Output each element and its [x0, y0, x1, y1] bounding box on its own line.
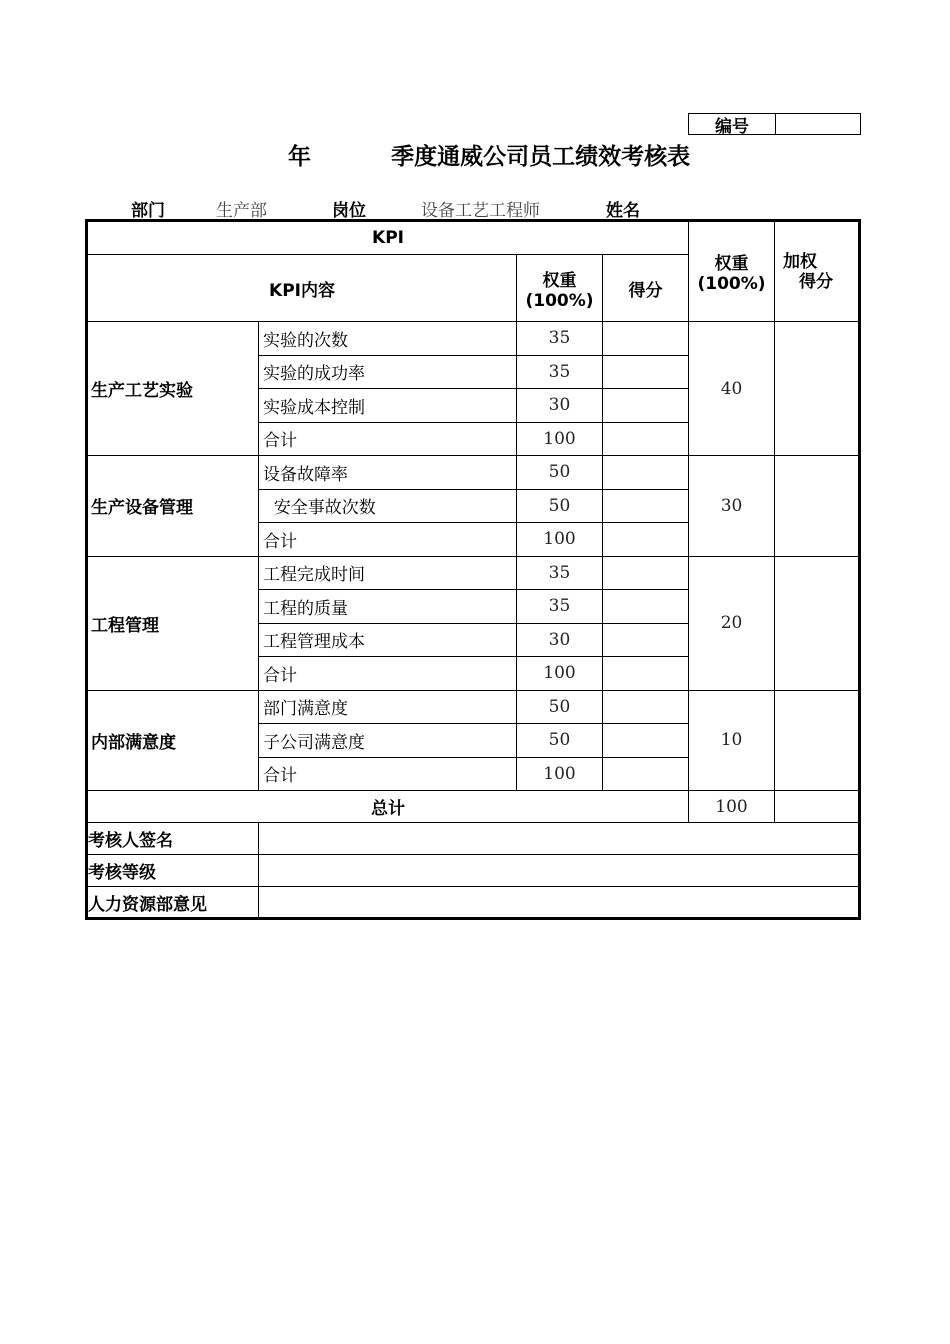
- review-grade-row: [87, 855, 860, 887]
- kpi-item-weight: 35: [517, 322, 603, 356]
- weight-pct-header: [517, 255, 603, 322]
- kpi-item-weight: 50: [517, 724, 603, 758]
- hr-opinion-row: [87, 887, 860, 919]
- kpi-item-name: 子公司满意度: [259, 724, 517, 758]
- weight-header-line1: 权重: [714, 254, 749, 274]
- kpi-item-name: 实验的成功率: [259, 355, 517, 389]
- kpi-item-weight: 100: [517, 523, 603, 557]
- kpi-item-score-cell[interactable]: [603, 690, 689, 724]
- kpi-item-name: 设备故障率: [259, 456, 517, 490]
- post-label: 岗位: [332, 201, 366, 221]
- kpi-item-weight: 30: [517, 623, 603, 657]
- weight-header-line2: (100%): [697, 274, 766, 294]
- kpi-item-weight: 50: [517, 456, 603, 490]
- kpi-item-name: 实验成本控制: [259, 389, 517, 423]
- review-grade-label: 考核等级: [87, 855, 259, 887]
- kpi-row: [87, 456, 860, 490]
- dept-label: 部门: [131, 201, 165, 221]
- kpi-item-name: 合计: [259, 657, 517, 691]
- kpi-content-header: KPI内容: [87, 255, 517, 322]
- kpi-row: [87, 322, 860, 356]
- reviewer-signature-label: 考核人签名: [87, 823, 259, 855]
- post-value: 设备工艺工程师: [421, 201, 540, 221]
- kpi-table: [85, 219, 861, 920]
- kpi-item-score-cell[interactable]: [603, 456, 689, 490]
- total-label: 总计: [87, 791, 689, 823]
- kpi-item-name: 合计: [259, 422, 517, 456]
- weight-pct-line1: 权重: [542, 270, 577, 291]
- section-weighted-score-cell[interactable]: [775, 322, 860, 456]
- kpi-item-score-cell[interactable]: [603, 489, 689, 523]
- kpi-item-weight: 35: [517, 355, 603, 389]
- kpi-item-score-cell[interactable]: [603, 590, 689, 624]
- kpi-category: 内部满意度: [87, 690, 259, 791]
- kpi-category: 生产设备管理: [87, 456, 259, 557]
- kpi-category: 工程管理: [87, 556, 259, 690]
- kpi-item-name: 合计: [259, 523, 517, 557]
- kpi-item-weight: 50: [517, 690, 603, 724]
- weighted-header-line1: 加权: [783, 251, 818, 272]
- section-weighted-score-cell[interactable]: [775, 690, 860, 791]
- kpi-item-name: 工程管理成本: [259, 623, 517, 657]
- weighted-score-header: [775, 221, 860, 322]
- section-weight: 30: [689, 456, 775, 557]
- weight-pct-line2: (100%): [525, 290, 594, 311]
- reviewer-signature-row: [87, 823, 860, 855]
- page-title: 年 季度通威公司员工绩效考核表: [288, 144, 691, 170]
- kpi-row: [87, 556, 860, 590]
- kpi-header: KPI: [87, 221, 689, 255]
- kpi-item-score-cell[interactable]: [603, 523, 689, 557]
- kpi-item-score-cell[interactable]: [603, 757, 689, 791]
- kpi-item-score-cell[interactable]: [603, 422, 689, 456]
- kpi-item-score-cell[interactable]: [603, 724, 689, 758]
- kpi-item-weight: 35: [517, 590, 603, 624]
- kpi-item-name: 工程的质量: [259, 590, 517, 624]
- kpi-item-score-cell[interactable]: [603, 556, 689, 590]
- kpi-item-score-cell[interactable]: [603, 657, 689, 691]
- reviewer-signature-field[interactable]: [259, 823, 860, 855]
- score-header: 得分: [603, 255, 689, 322]
- kpi-item-weight: 100: [517, 657, 603, 691]
- total-weight: 100: [689, 791, 775, 823]
- kpi-item-name: 安全事故次数: [259, 489, 517, 523]
- kpi-item-score-cell[interactable]: [603, 623, 689, 657]
- dept-value: 生产部: [216, 201, 267, 221]
- code-box: [688, 113, 861, 135]
- total-weighted-score-cell[interactable]: [775, 791, 860, 823]
- code-input[interactable]: [776, 114, 860, 134]
- hr-opinion-label: 人力资源部意见: [87, 887, 259, 919]
- weighted-header-line2: 得分: [799, 271, 834, 292]
- section-weighted-score-cell[interactable]: [775, 556, 860, 690]
- kpi-item-weight: 30: [517, 389, 603, 423]
- section-weighted-score-cell[interactable]: [775, 456, 860, 557]
- kpi-item-name: 部门满意度: [259, 690, 517, 724]
- kpi-item-name: 实验的次数: [259, 322, 517, 356]
- code-label: 编号: [689, 114, 776, 134]
- kpi-item-name: 合计: [259, 757, 517, 791]
- hr-opinion-field[interactable]: [259, 887, 860, 919]
- name-label: 姓名: [606, 201, 640, 221]
- weight-header: [689, 221, 775, 322]
- total-row: [87, 791, 860, 823]
- kpi-item-score-cell[interactable]: [603, 355, 689, 389]
- kpi-item-weight: 100: [517, 422, 603, 456]
- section-weight: 20: [689, 556, 775, 690]
- kpi-item-weight: 35: [517, 556, 603, 590]
- kpi-item-weight: 50: [517, 489, 603, 523]
- section-weight: 40: [689, 322, 775, 456]
- kpi-row: [87, 690, 860, 724]
- kpi-item-weight: 100: [517, 757, 603, 791]
- kpi-category: 生产工艺实验: [87, 322, 259, 456]
- kpi-item-name: 工程完成时间: [259, 556, 517, 590]
- section-weight: 10: [689, 690, 775, 791]
- review-grade-field[interactable]: [259, 855, 860, 887]
- kpi-item-score-cell[interactable]: [603, 389, 689, 423]
- kpi-item-score-cell[interactable]: [603, 322, 689, 356]
